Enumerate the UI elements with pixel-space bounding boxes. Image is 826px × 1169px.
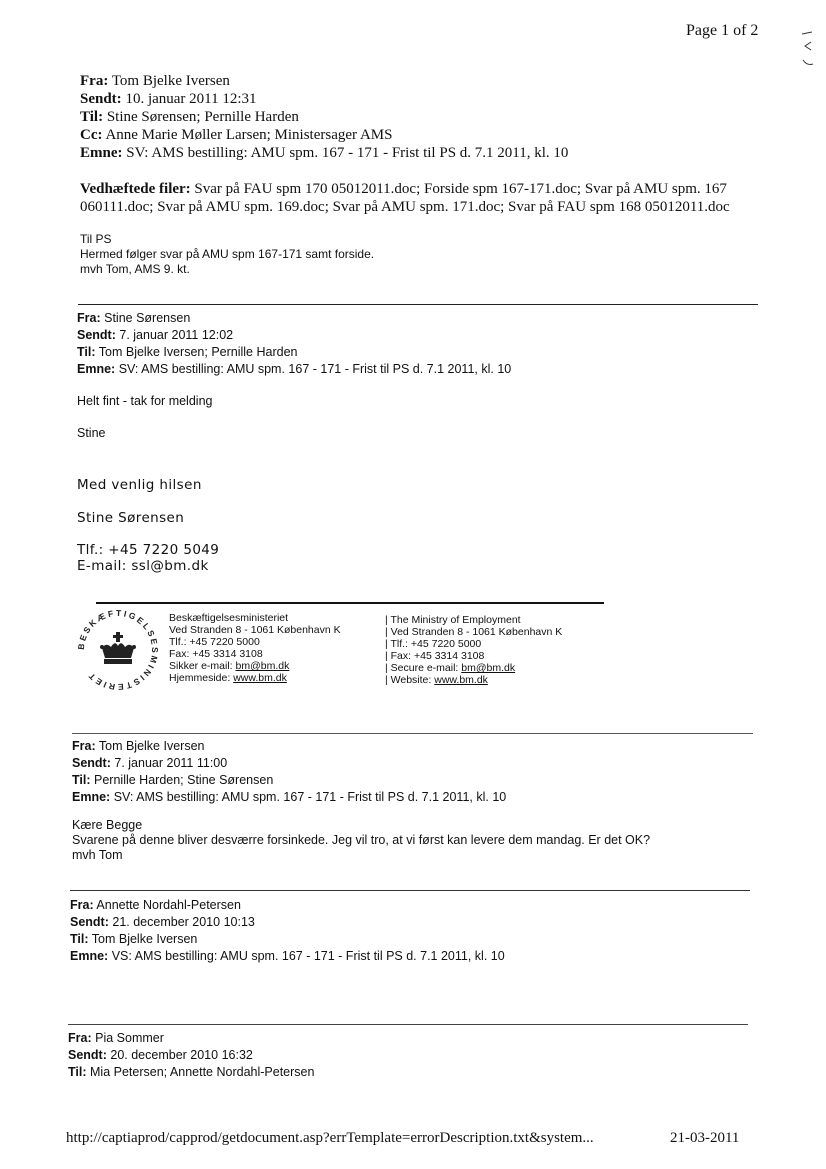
ministry-phone: | Tlf.: +45 7220 5000 [385, 638, 482, 650]
ministry-name: | The Ministry of Employment [385, 614, 521, 626]
to-label: Til: [80, 109, 104, 125]
cc-label: Cc: [80, 127, 103, 143]
from-value: Pia Sommer [95, 1031, 164, 1045]
body-line: Til PS [80, 232, 112, 246]
to-value: Stine Sørensen; Pernille Harden [106, 109, 299, 125]
msg4-header [70, 897, 505, 965]
to-value: Pernille Harden; Stine Sørensen [94, 773, 274, 787]
msg3-header [72, 738, 506, 806]
to-label: Til: [68, 1065, 87, 1079]
subject-label: Emne: [72, 790, 111, 804]
subject-value: SV: AMS bestilling: AMU spm. 167 - 171 - Frist til PS d. 7.1 2011, kl. 10 [118, 362, 512, 376]
secure-email-link[interactable]: bm@bm.dk [235, 660, 290, 672]
body-line: mvh Tom [72, 848, 123, 862]
to-value: Mia Petersen; Annette Nordahl-Petersen [90, 1065, 315, 1079]
sent-value: 7. januar 2011 11:00 [114, 756, 228, 770]
subject-label: Emne: [77, 362, 116, 376]
separator [70, 890, 750, 891]
from-value: Annette Nordahl-Petersen [96, 898, 241, 912]
from-label: Fra: [72, 739, 96, 753]
separator [78, 304, 758, 305]
ministry-fax: Fax: +45 3314 3108 [169, 648, 263, 660]
website-link[interactable]: www.bm.dk [434, 674, 488, 686]
svg-text:BESKÆFTIGELSESMINISTERIET: BESKÆFTIGELSESMINISTERIET [75, 607, 161, 692]
msg3-body [72, 818, 650, 863]
sent-label: Sendt: [77, 328, 116, 342]
attachments [80, 180, 770, 216]
ministry-contact-en [385, 614, 562, 686]
website-label: | Website: [385, 674, 432, 686]
ministry-logo-icon [68, 602, 168, 692]
sent-label: Sendt: [70, 915, 109, 929]
footer-date: 21-03-2011 [670, 1130, 740, 1146]
footer-url: http://captiaprod/capprod/getdocument.asp?errTemplate=errorDescription.txt&system... [66, 1130, 594, 1146]
website-link[interactable]: www.bm.dk [233, 672, 287, 684]
to-value: Tom Bjelke Iversen [91, 932, 198, 946]
sent-value: 7. januar 2011 12:02 [119, 328, 234, 342]
from-label: Fra: [70, 898, 94, 912]
ministry-address: Ved Stranden 8 - 1061 København K [169, 624, 341, 636]
secure-email-label: | Secure e-mail: [385, 662, 459, 674]
cc-value: Anne Marie Møller Larsen; Ministersager AMS [105, 127, 393, 143]
subject-value: SV: AMS bestilling: AMU spm. 167 - 171 - Frist til PS d. 7.1 2011, kl. 10 [126, 145, 569, 161]
attachments-value: Svar på FAU spm 170 05012011.doc; Forside spm 167-171.doc; Svar på AMU spm. 167 060111.doc; Svar på AMU spm. 169.doc; Svar på AMU spm. 171.doc; Svar på FAU spm 168 05012011.doc [80, 181, 730, 215]
sent-label: Sendt: [72, 756, 111, 770]
to-label: Til: [70, 932, 89, 946]
subject-label: Emne: [70, 949, 109, 963]
margin-scribble-icon [800, 28, 814, 68]
from-value: Stine Sørensen [104, 311, 191, 325]
body-line: Stine [77, 426, 106, 440]
body-line: Svarene på denne bliver desværre forsinkede. Jeg vil tro, at vi først kan levere dem mandag. Er det OK? [72, 833, 651, 847]
sent-label: Sendt: [80, 91, 122, 107]
subject-label: Emne: [80, 145, 123, 161]
ministry-contact-da [169, 612, 341, 684]
to-label: Til: [72, 773, 91, 787]
ministry-name: Beskæftigelsesministeriet [169, 612, 289, 624]
msg2-header [77, 310, 511, 378]
signature-phone: Tlf.: +45 7220 5049 [77, 542, 220, 558]
signature-email: E-mail: ssl@bm.dk [77, 558, 209, 574]
to-label: Til: [77, 345, 96, 359]
msg1-header [80, 72, 568, 162]
ministry-fax: | Fax: +45 3314 3108 [385, 650, 485, 662]
secure-email-label: Sikker e-mail: [169, 660, 233, 672]
body-line: Kære Begge [72, 818, 143, 832]
sent-value: 20. december 2010 16:32 [110, 1048, 253, 1062]
signature-name: Stine Sørensen [77, 510, 185, 526]
page-number: Page 1 of 2 [686, 22, 759, 39]
secure-email-link[interactable]: bm@bm.dk [461, 662, 516, 674]
from-label: Fra: [68, 1031, 92, 1045]
from-value: Tom Bjelke Iversen [98, 739, 205, 753]
msg1-body [80, 232, 374, 277]
ministry-address: | Ved Stranden 8 - 1061 København K [385, 626, 563, 638]
attachments-label: Vedhæftede filer: [80, 181, 191, 197]
subject-value: SV: AMS bestilling: AMU spm. 167 - 171 - Frist til PS d. 7.1 2011, kl. 10 [113, 790, 507, 804]
to-value: Tom Bjelke Iversen; Pernille Harden [98, 345, 298, 359]
signature-greeting: Med venlig hilsen [77, 477, 202, 493]
sent-label: Sendt: [68, 1048, 107, 1062]
sent-value: 10. januar 2011 12:31 [125, 91, 257, 107]
msg5-header [68, 1030, 314, 1081]
ministry-phone: Tlf.: +45 7220 5000 [169, 636, 260, 648]
sent-value: 21. december 2010 10:13 [112, 915, 255, 929]
from-label: Fra: [80, 73, 109, 89]
body-line: Hermed følger svar på AMU spm 167-171 samt forside. [80, 247, 375, 261]
body-line: mvh Tom, AMS 9. kt. [80, 262, 190, 276]
separator [72, 733, 753, 734]
separator [68, 1024, 748, 1025]
from-label: Fra: [77, 311, 101, 325]
from-value: Tom Bjelke Iversen [111, 73, 230, 89]
subject-value: VS: AMS bestilling: AMU spm. 167 - 171 - Frist til PS d. 7.1 2011, kl. 10 [111, 949, 505, 963]
signature-rule [96, 602, 604, 604]
website-label: Hjemmeside: [169, 672, 231, 684]
body-line: Helt fint - tak for melding [77, 394, 213, 408]
